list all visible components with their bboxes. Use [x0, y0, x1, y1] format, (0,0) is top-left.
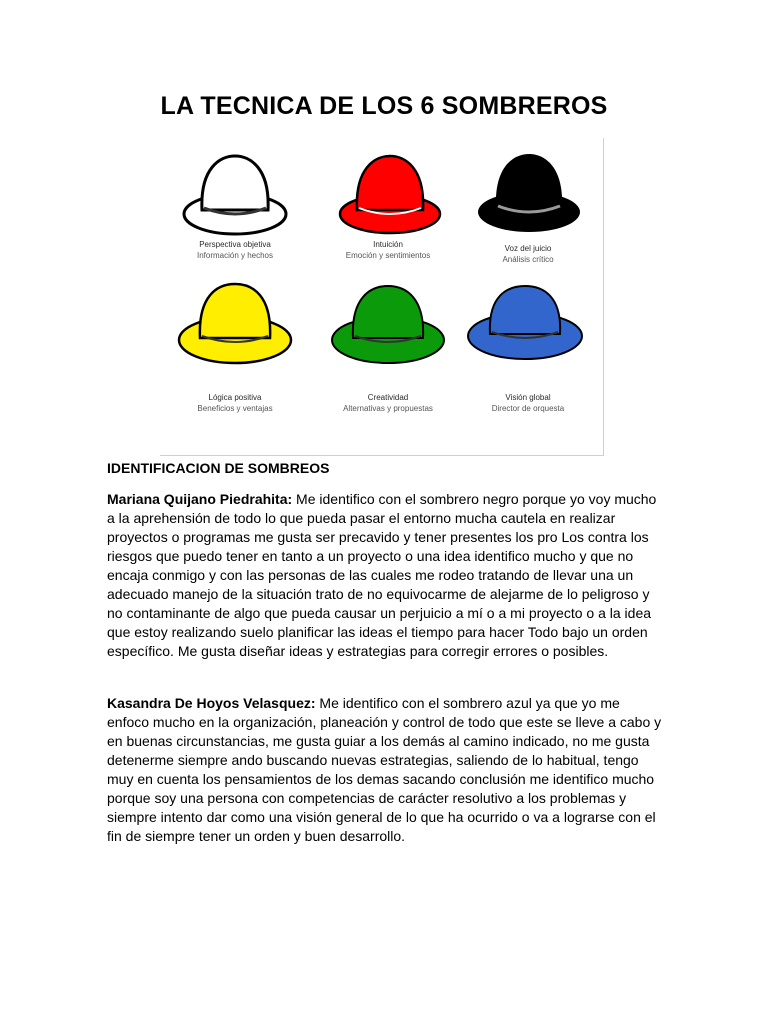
hat-caption-subtitle: Alternativas y propuestas	[343, 404, 433, 413]
yellow-hat-icon	[175, 278, 295, 373]
hat-caption-title: Intuición	[373, 240, 403, 249]
paragraph-author: Mariana Quijano Piedrahita:	[107, 491, 293, 507]
paragraph-author: Kasandra De Hoyos Velasquez:	[107, 695, 316, 711]
six-hats-figure	[160, 138, 604, 456]
hat-caption-blue	[453, 392, 603, 414]
hat-caption-green	[313, 392, 463, 414]
paragraph-kasandra	[107, 694, 665, 846]
hat-caption-white	[160, 239, 310, 261]
hat-caption-black	[453, 243, 603, 265]
black-hat-icon	[474, 146, 584, 241]
hat-caption-subtitle: Emoción y sentimientos	[345, 251, 431, 260]
blue-hat-icon	[465, 280, 585, 375]
hat-caption-title: Creatividad	[367, 393, 409, 402]
paragraph-mariana	[107, 490, 665, 661]
red-hat-icon	[335, 148, 445, 243]
page-title: LA TECNICA DE LOS 6 SOMBREROS	[160, 92, 608, 120]
hat-caption-red	[313, 239, 463, 261]
hat-caption-yellow	[160, 392, 310, 414]
paragraph-text: Me identifico con el sombrero azul ya que yo me enfoco mucho en la organización, planeación y control de todo que este se lleve a cabo y en buenas circunstancias, me gusta guiar a los demás al camino indicado, no me gusta detenerme siempre ando buscando nuevas estrategias, saliendo de lo habitual, tengo muy en cuenta los pensamientos de los demas sacando conclusión me identifico mucho porque soy una persona con competencias de carácter resolutivo a los problemas y siempre intento dar como una visión general de lo que ha ocurrido o va a lograrse con el fin de siempre tener un orden y buen desarrollo.	[107, 695, 662, 844]
hat-caption-title: Lógica positiva	[208, 393, 262, 402]
paragraph-text: Me identifico con el sombrero negro porque yo voy mucho a la aprehensión de todo lo que pueda pasar el entorno mucha cautela en realizar proyectos o programas me gusta ser precavido y tener presentes los pro Los contra los riesgos que puedo tener en tanto a un proyecto o una idea identifico mucho y que no encaja conmigo y con las personas de las cuales me rodeo tratando de llevar una un adecuado manejo de la situación trato de no equivocarme de alejarme de lo peligroso y no contaminante de algo que pueda causar un perjuicio a mí o a mi proyecto o a la idea que estoy realizando suelo planificar las ideas el tiempo para hacer Todo bajo un orden específico. Me gusta diseñar ideas y estrategias para corregir errores o posibles.	[107, 491, 657, 659]
hat-caption-title: Perspectiva objetiva	[199, 240, 271, 249]
hat-caption-subtitle: Director de orquesta	[491, 404, 565, 413]
green-hat-icon	[328, 280, 448, 375]
hat-caption-subtitle: Análisis crítico	[502, 255, 554, 264]
white-hat-icon	[180, 148, 290, 243]
hat-caption-title: Voz del juicio	[504, 244, 552, 253]
hat-caption-title: Visión global	[505, 393, 551, 402]
hat-caption-subtitle: Información y hechos	[196, 251, 274, 260]
hat-caption-subtitle: Beneficios y ventajas	[197, 404, 273, 413]
section-heading: IDENTIFICACION DE SOMBREOS	[107, 460, 330, 476]
